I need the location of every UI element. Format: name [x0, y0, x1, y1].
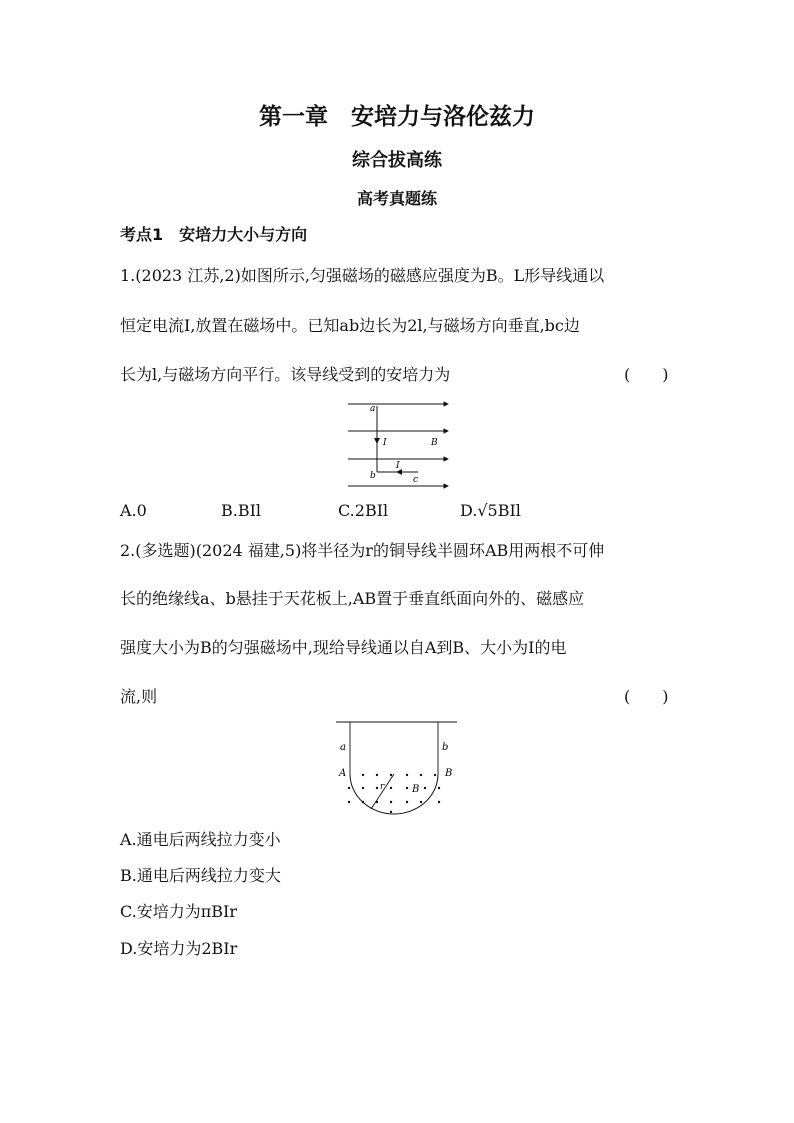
- q2-line-3: 强度大小为B的匀强磁场中,现给导线通以自A到B、大小为I的电: [120, 638, 567, 657]
- q2-label-B-field: B: [412, 784, 420, 795]
- q2-line-4: 流,则: [120, 687, 158, 706]
- chapter-title: 第一章 安培力与洛伦兹力: [259, 104, 535, 130]
- q1-figure: [340, 394, 456, 494]
- q1-answer-paren: ( ): [624, 365, 669, 384]
- q1-label-I2: I: [396, 461, 400, 471]
- q1-label-B: B: [431, 438, 438, 448]
- q2-field-dots: [348, 774, 440, 813]
- q1-option-a[interactable]: A.0: [120, 501, 147, 520]
- q1-current-arrow-down: [374, 438, 380, 444]
- section-title: 高考真题练: [356, 189, 437, 208]
- q2-option-a[interactable]: A.通电后两线拉力变小: [120, 830, 281, 849]
- q1-label-c: c: [413, 475, 419, 485]
- topic-heading: 考点1 安培力大小与方向: [120, 225, 308, 244]
- q1-line-2: 恒定电流I,放置在磁场中。已知ab边长为2l,与磁场方向垂直,bc边: [120, 316, 580, 335]
- q2-line-2: 长的绝缘线a、b悬挂于天花板上,AB置于垂直纸面向外的、磁感应: [120, 589, 585, 608]
- subtitle: 综合拔高练: [352, 150, 442, 171]
- q2-line-1: 2.(多选题)(2024 福建,5)将半径为r的铜导线半圆环AB用两根不可伸: [120, 541, 605, 560]
- q1-label-b: b: [370, 471, 376, 481]
- q2-option-d[interactable]: D.安培力为2BIr: [120, 939, 238, 958]
- q2-semicircle: [350, 774, 438, 814]
- q1-option-d[interactable]: D.√5BIl: [460, 501, 521, 520]
- q2-label-A: A: [339, 768, 347, 779]
- q2-label-r: r: [380, 782, 385, 792]
- q1-label-I: I: [383, 438, 387, 448]
- q1-line-3: 长为l,与磁场方向平行。该导线受到的安培力为: [120, 365, 451, 384]
- q1-label-a: a: [370, 404, 376, 414]
- q2-label-a: a: [340, 742, 346, 753]
- q1-option-c[interactable]: C.2BIl: [338, 501, 389, 520]
- q2-label-b: b: [442, 742, 449, 753]
- q2-strings: [350, 722, 438, 774]
- q2-option-c[interactable]: C.安培力为πBIr: [120, 902, 238, 921]
- q2-figure: [333, 718, 461, 818]
- q2-label-B-end: B: [445, 768, 453, 779]
- q1-option-b[interactable]: B.BIl: [221, 501, 262, 520]
- q1-line-1: 1.(2023 江苏,2)如图所示,匀强磁场的磁感应强度为B。L形导线通以: [120, 266, 605, 285]
- q2-answer-paren: ( ): [624, 687, 669, 706]
- q2-option-b[interactable]: B.通电后两线拉力变大: [120, 866, 281, 885]
